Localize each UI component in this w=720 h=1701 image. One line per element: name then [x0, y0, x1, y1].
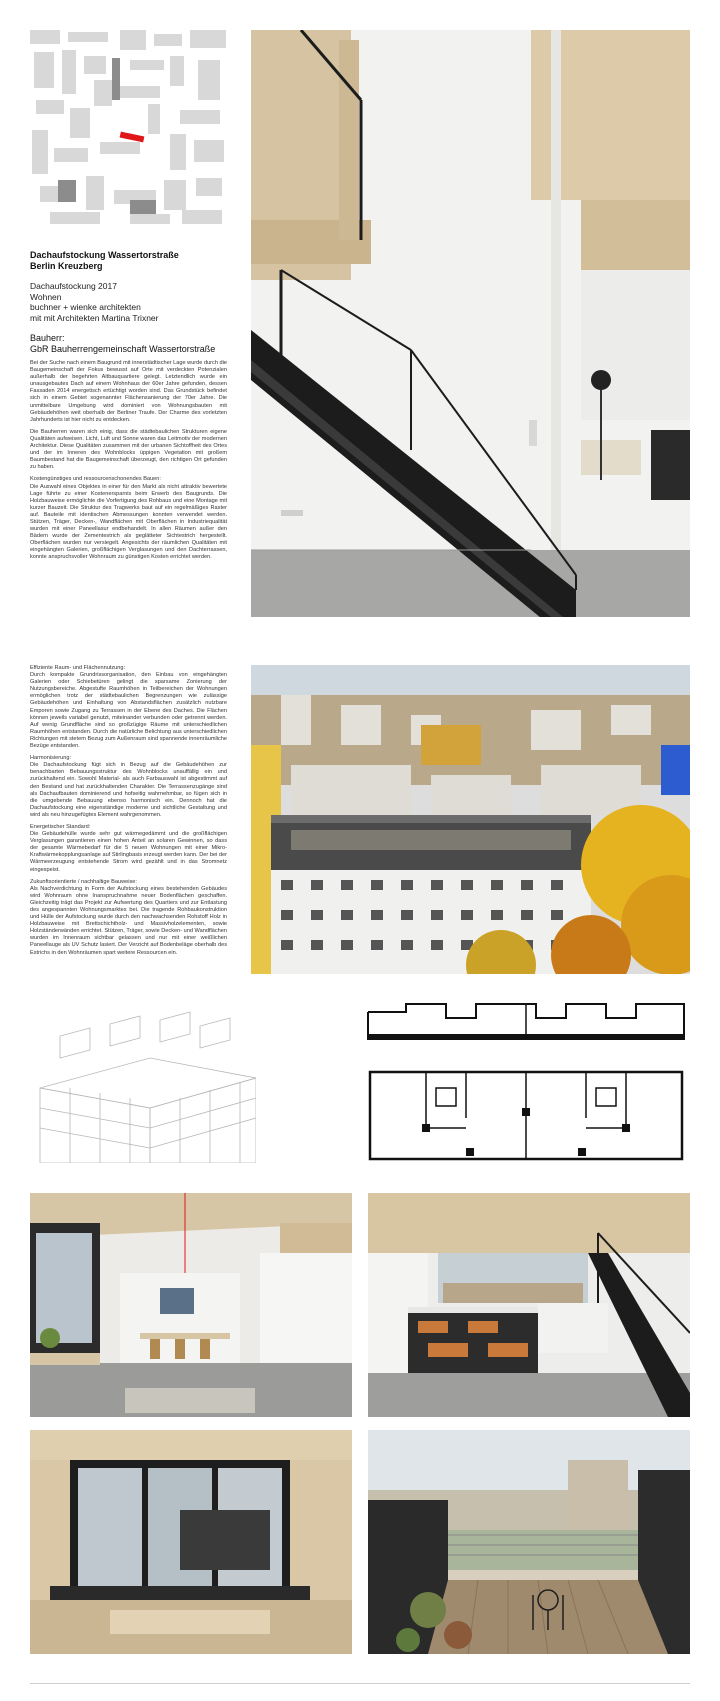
bottom-rule — [30, 1683, 690, 1684]
title-line2: Berlin Kreuzberg — [30, 261, 103, 271]
photo-terrace — [368, 1430, 690, 1654]
text2-head-3: Zukunftsorientierte / nachhaltige Bauweise: — [30, 878, 137, 885]
text2-head-0: Effiziente Raum- und Flächennutzung: — [30, 665, 126, 671]
meta-architect: buchner + wienke architekten — [30, 302, 141, 312]
text1-body-1: Die Bauherren waren sich einig, dass die städtebaulichen Strukturen eigene Qualitäten aufweisen. Licht, Luft und Sonne waren das Leitmotiv der modernen Architektur. Diese Qualitäten zusammen mit der urbanen Sichtoffheit des Ortes und der im Inneren des Wohnblocks üppigen Vegetation mit großem Baumbestand hat die Baugemeinschaft überzeugt, den richtigen Ort gefunden zu haben. — [30, 428, 227, 471]
text1-body-0: Bei der Suche nach einem Baugrund mit innerstädtischer Lage wurde durch die Baugemeinschaft der Fokus bewusst auf Orte mit verdeckten Potenzialen außerhalb der begehrten Altbauquartiere gelegt. Letztendlich wurde ein unausgebautes Dach auf einem Wohnhaus der 60er Jahre gefunden, dessen Fassaden 2014 energetisch ertüchtigt worden sind. Das Grundstück befindet sich in einem Gebiet sogenannter Flächensanierung der 70er Jahre. Die unmittelbare Umgebung wird dominiert von Wohnungsbauten mit Gebäudehöhen weit oberhalb der Berliner Traufe. Der Charme des vorletzten Jahrhunderts ist hier nicht zu entdecken. — [30, 360, 227, 423]
photo-dining — [30, 1193, 352, 1417]
photo-terrace-door — [30, 1430, 352, 1654]
meta-partner: mit mit Architekten Martina Trixner — [30, 312, 159, 323]
photo-aerial — [251, 665, 690, 974]
drawing-floor-plan — [366, 1068, 686, 1163]
text1-head-2: Kostengünstiges und ressourcenschonendes Bauen: — [30, 476, 161, 483]
drawing-section — [366, 998, 686, 1048]
drawing-axonometric — [30, 998, 256, 1163]
project-meta — [30, 281, 226, 323]
photo-staircase — [251, 30, 690, 617]
text2-body-3: Als Nachverdichtung in Form der Aufstockung eines bestehenden Gebäudes wird Wohnraum ohne Inanspruchnahme neuer Bodenflächen geschaffen. Gleichzeitig trägt das Projekt zur Aufwertung des Quartiers und zur Entlastung des angespannten Wohnungsmarktes bei. Die tragende Rohbaukonstruktion und Hülle der Aufstockung wurde durch den nachwachsenden Rohstoff Holz in Holzbauweise mit Brettschichtholz- und Massivholzelementen, sowie Holzständerwänden errichtet. Stützen, Träger, sowie Decken- und Wandflächen wurden im Innenraum sichtbar gelassen und nur mit einer weißlichen Paneellauge als UV Schutz lasiert. Der Verzicht auf Bodenbeläge oberhalb des Estrichs in den Wohnräumen spart weitere Ressourcen ein. — [30, 885, 227, 956]
site-plan — [30, 30, 226, 226]
title-line1: Dachaufstockung Wassertorstraße — [30, 250, 179, 260]
bauherr — [30, 333, 226, 355]
text2-head-2: Energetischer Standard: — [30, 823, 91, 830]
text2-body-0: Durch kompakte Grundrissorganisation, den Einbau von eingehängten Galerien oder Schiebetüren gelingt die sparsame Zonierung der Nutzungsbereiche. Abgestufte Raumhöhen in Teilbereichen der Wohnungen ermöglichen trotz der städtebaulichen Begrenzungen wie zulässige Gebäudehöhen und Einhaltung von Abstandsflächen zusätzlich nutzbare Emporen sowie Zugang zu Terrassen in der Ebene des Daches. Die Flächen können jeweils variabel genutzt, miteinander verbunden oder getrennt werden. Auf wenig Grundfläche sind so großzügige Räume mit unterschiedlichen Raumhöhen entstanden. Durch die natürliche Belichtung aus unterschiedlichen Richtungen mit stetem Bezug zum Außenraum sind spannende innenräumliche Bezüge entstanden. — [30, 672, 227, 750]
meta-year: Dachaufstockung 2017 — [30, 281, 117, 291]
photo-kitchen — [368, 1193, 690, 1417]
text1-body-2: Die Auswahl eines Objektes in einer für den Markt als nicht attraktiv bewertete Lage führte zu einer Kostenersparnis beim Erwerb des Baugrunds. Die Holzbauweise ermöglichte die Vorfertigung des Rohbaus und eine Montage mit kurzer Bauzeit. Die Struktur des Tragwerks baut auf ein regelmäßiges Raster auf. Bauteile mit identischen Abmessungen konnten verwendet werden. Stützen, Träger, Decken-, Wandflächen mit Oberflächen in Industriequalität wurden mit einer Paneellasur endbehandelt. In allen Räumen außer den Bädern wurde der Zementestrich als geglätteter Sichtestrich hergestellt. Oberflächen wurden nur versiegelt. Angesichts der räumlichen Qualitäten mit eingehängten Galerien, großflächigen Verglasungen und den Dachterrassen, konnte anspruchsvoller Wohnraum zu günstigen Kosten errichtet werden. — [30, 483, 227, 561]
bauherr-label: Bauherr: — [30, 333, 65, 343]
site-highlight — [120, 132, 145, 143]
text-column-2 — [30, 665, 227, 962]
text2-head-1: Harmonisierung: — [30, 755, 72, 762]
text-column-1 — [30, 360, 227, 567]
project-title — [30, 250, 226, 272]
bauherr-name: GbR Bauherrengemeinschaft Wassertorstraße — [30, 344, 216, 354]
text2-body-1: Die Dachaufstockung fügt sich in Bezug auf die Gebäudehöhen zur benachbarten Bebauungsstruktur des Wohnblocks unauffällig ein und zurückhaltend ein. Sowohl Material- als auch Farbauswahl ist abgestimmt auf den Bestand und hat zurückhaltenden Charakter. Die Terrassenzugänge sind als Dachaufbauten dominierend und hofseitig wahrnehmbar, so fügen sich in die umgebende Bebauung ebenso harmonisch ein. Dennoch hat die Dachaufstockung eine eigenständige moderne und sichtliche Gestaltung und wird als neu hinzugefügtes Element wahrgenommen. — [30, 762, 227, 818]
meta-use: Wohnen — [30, 291, 62, 302]
text2-body-2: Die Gebäudehülle wurde sehr gut wärmegedämmt und die großflächigen Verglasungen garantieren einen hohen Anteil an solaren Gewinnen, so dass der gesamte Wärmebedarf für die 5 neuen Wohnungen mit einer Mikro-Kraftwärmekopplungsanlage auf Stirlingbasis erzeugt werden kann. Der bei der Wärmeerzeugung entstehende Strom wird gezählt und in das Stromnetz eingespeist. — [30, 831, 227, 873]
